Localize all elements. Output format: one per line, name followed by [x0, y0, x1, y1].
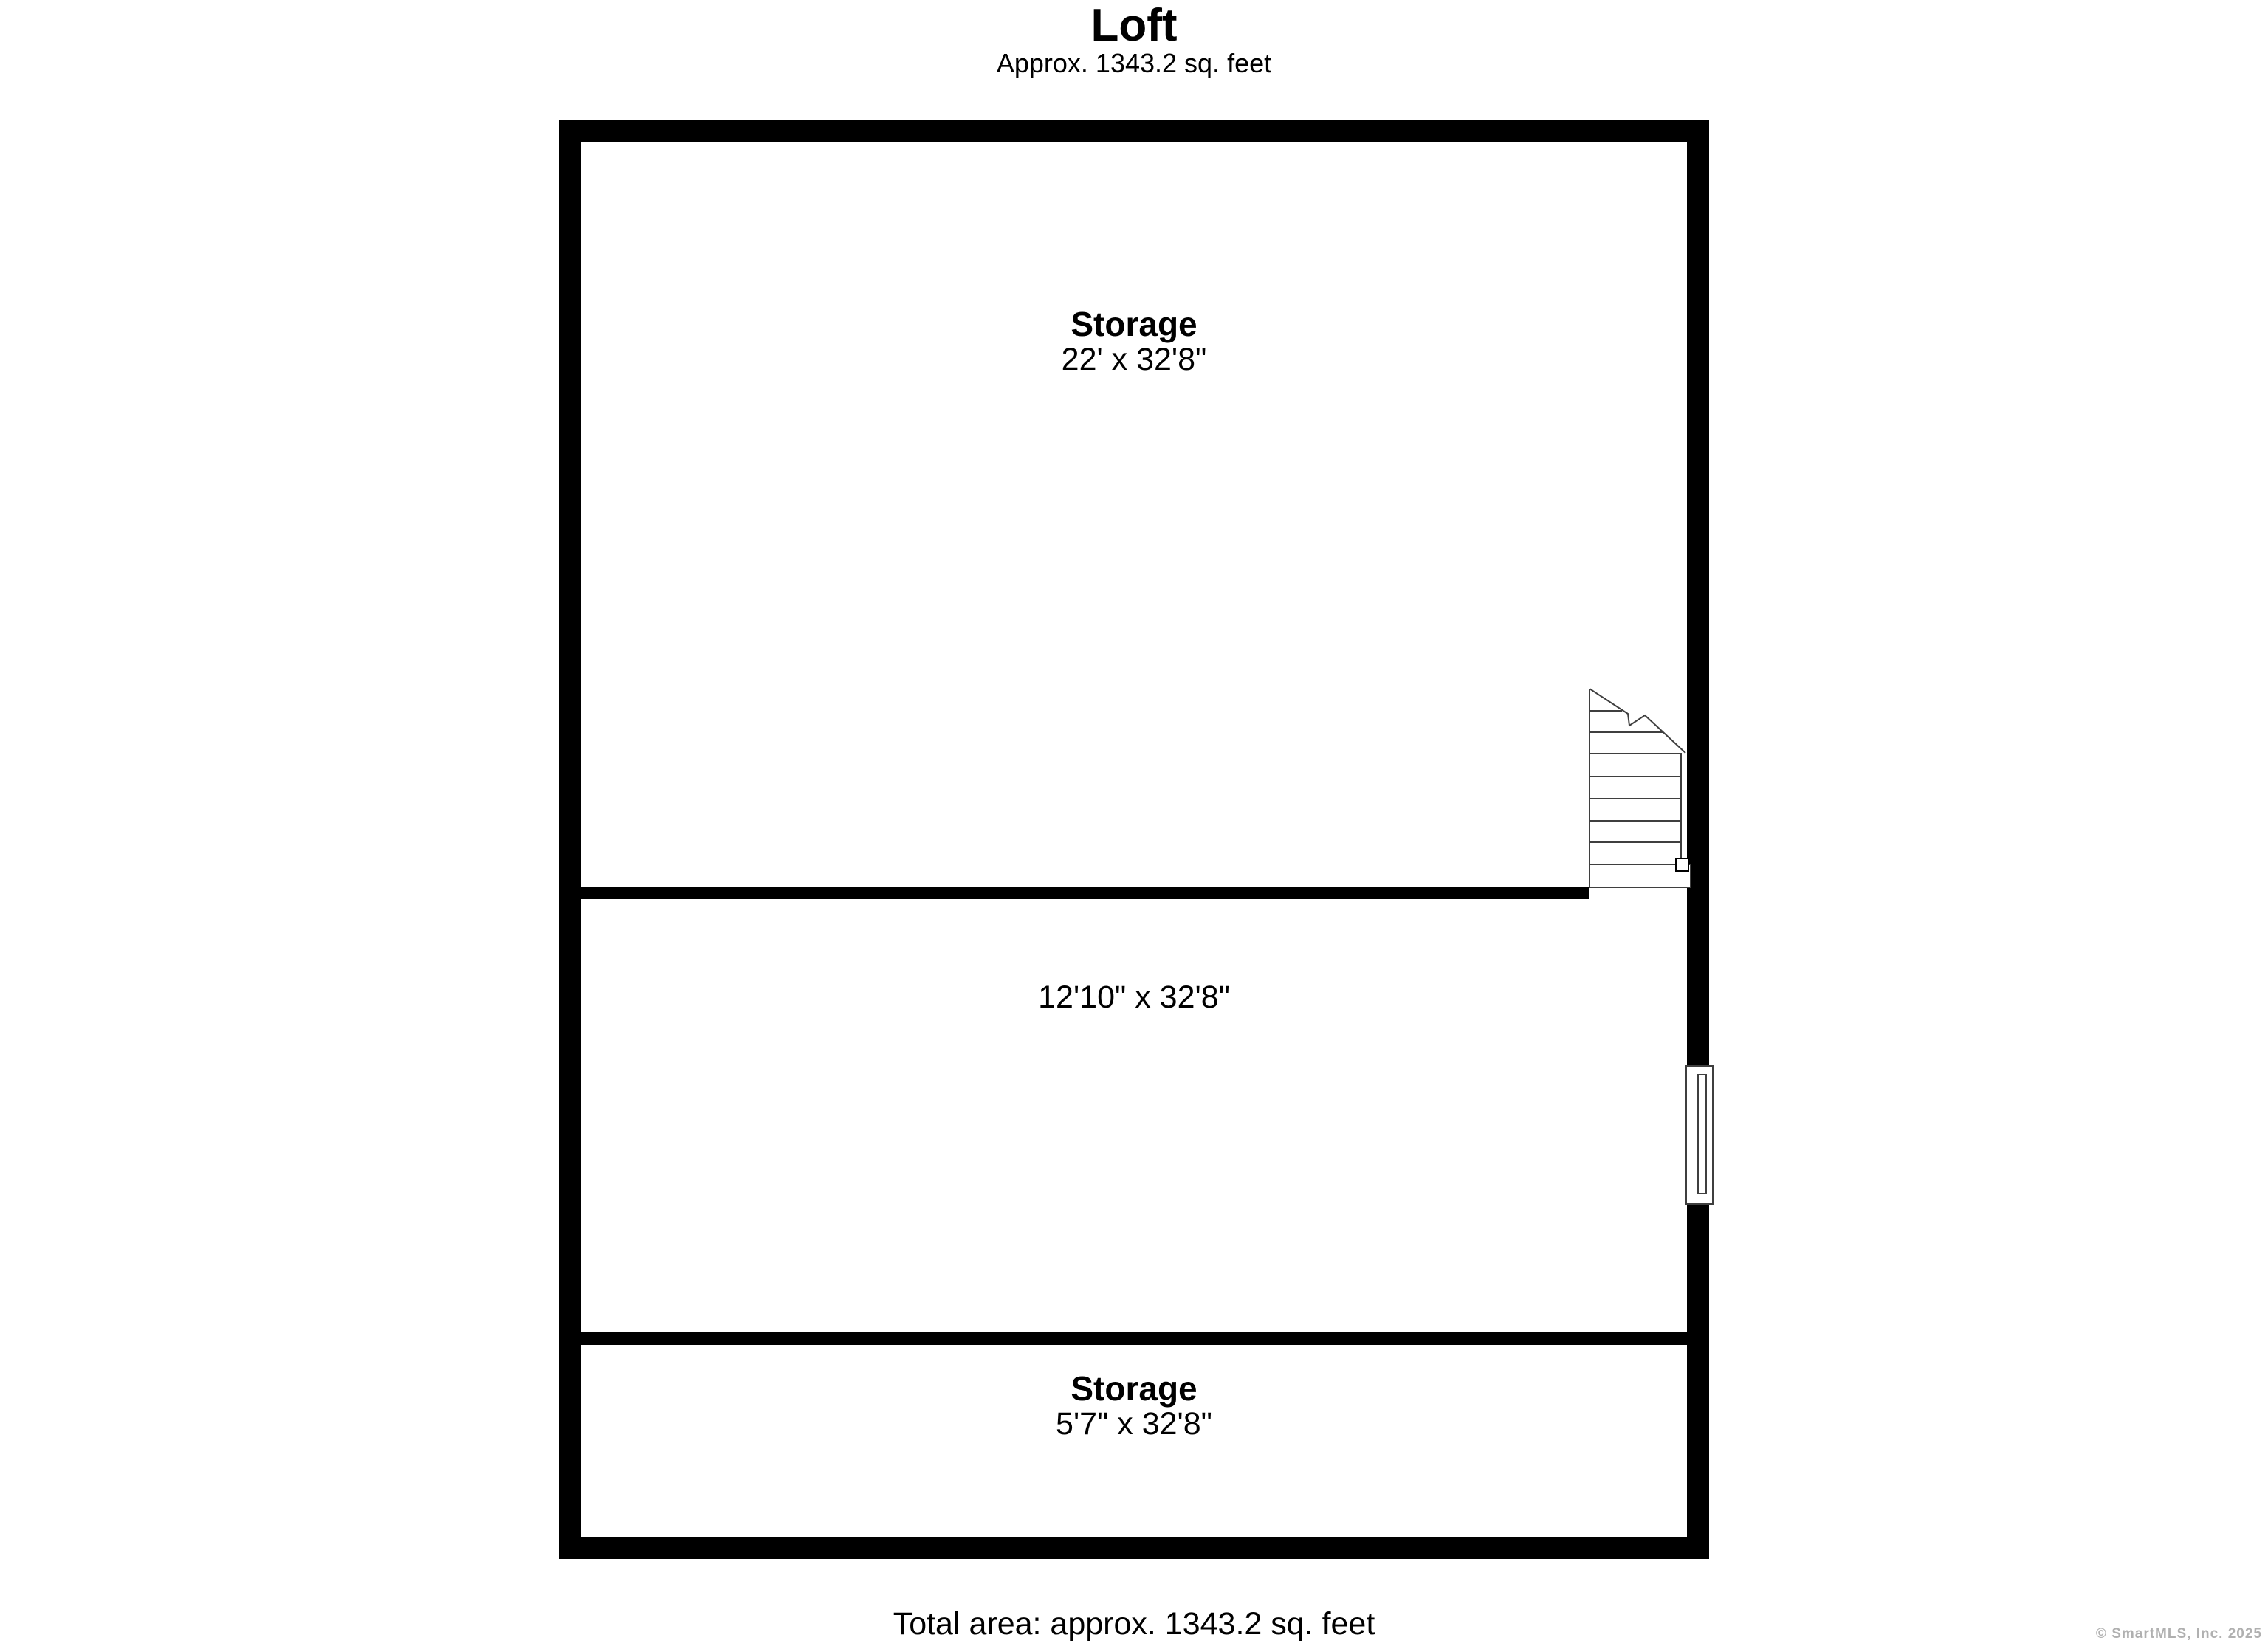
room-dimensions: 12'10" x 32'8" [1038, 980, 1230, 1015]
room-label-storage-lower [0, 1370, 2268, 1441]
plan-subtitle: Approx. 1343.2 sq. feet [996, 48, 1272, 78]
staircase [1589, 688, 1692, 889]
room-dimensions: 5'7" x 32'8" [1056, 1406, 1212, 1442]
window-icon [1685, 1065, 1714, 1205]
room-name: Storage [1071, 1369, 1197, 1408]
total-area-text: Total area: approx. 1343.2 sq. feet [893, 1606, 1375, 1642]
room-label-middle [0, 980, 2268, 1014]
interior-wall-lower [581, 1332, 1687, 1345]
room-label-storage-upper [0, 306, 2268, 376]
plan-title: Loft [1090, 0, 1178, 51]
room-dimensions: 22' x 32'8" [1061, 342, 1207, 377]
smartmls-watermark: © SmartMLS, Inc. 2025 [2095, 1626, 2262, 1642]
room-name: Storage [1071, 305, 1197, 343]
window-sash [1697, 1074, 1707, 1194]
interior-wall-upper [581, 887, 1589, 899]
